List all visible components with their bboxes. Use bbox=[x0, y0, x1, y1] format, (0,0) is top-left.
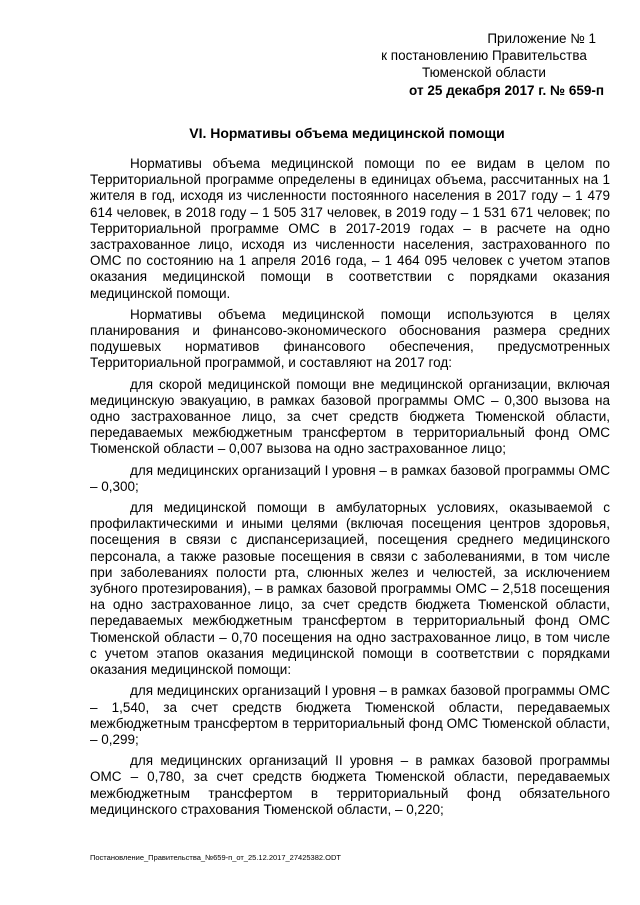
appendix-number: Приложение № 1 bbox=[487, 31, 596, 46]
appendix-header bbox=[364, 30, 604, 99]
appendix-reference-line2: Тюменской области bbox=[422, 65, 546, 80]
paragraph: для медицинских организаций I уровня – в рамках базовой программы ОМС – 0,300; bbox=[90, 462, 610, 494]
paragraph: для медицинских организаций I уровня – в рамках базовой программы ОМС – 1,540, за счет средств бюджета Тюменской области, передаваемых межбюджетным трансфертом в территориальный фонд ОМС Тюменской области, – 0,299; bbox=[90, 683, 610, 747]
paragraph: для скорой медицинской помощи вне медицинской организации, включая медицинскую эвакуацию, в рамках базовой программы ОМС – 0,300 вызова на одно застрахованное лицо, за счет средств бюджета Тюменской области, передаваемых межбюджетным трансфертом в территориальный фонд ОМС Тюменской области – 0,007 вызова на одно застрахованное лицо; bbox=[90, 376, 610, 457]
footer-filename: Постановление_Правительства_№659-п_от_25.12.2017_27425382.ODT bbox=[90, 853, 341, 862]
paragraph: для медицинской помощи в амбулаторных условиях, оказываемой с профилактическими и иными целями (включая посещения центров здоровья, посещения в связи с диспансеризацией, посещения среднего медицинского персонала, а также разовые посещения в связи с заболеваниями, в том числе при заболеваниях полости рта, слюнных желез и челюстей, за исключением зубного протезирования), – в рамках базовой программы ОМС – 2,518 посещения на одно застрахованное лицо, за счет средств бюджета Тюменской области, передаваемых межбюджетным трансфертом в территориальный фонд ОМС Тюменской области – 0,70 посещения на одно застрахованное лицо, в том числе с учетом этапов оказания медицинской помощи в соответствии с порядками оказания медицинской помощи: bbox=[90, 500, 610, 678]
section-title: VI. Нормативы объема медицинской помощи bbox=[189, 125, 505, 141]
appendix-reference-line1: к постановлению Правительства bbox=[381, 48, 587, 63]
paragraph: Нормативы объема медицинской помощи по ее видам в целом по Территориальной программе определены в единицах объема, рассчитанных на 1 жителя в год, исходя из численности постоянного населения в 2017 году – 1 479 614 человек, в 2018 году – 1 505 317 человек, в 2019 году – 1 531 671 человек; по Территориальной программе ОМС в 2017-2019 годах – в расчете на одно застрахованное лицо, исходя из численности населения, застрахованного по ОМС по состоянию на 1 апреля 2016 года, – 1 464 095 человек с учетом этапов оказания медицинской помощи в соответствии с порядками оказания медицинской помощи. bbox=[90, 156, 610, 301]
body-text bbox=[90, 156, 610, 823]
decree-reference: от 25 декабря 2017 г. № 659-п bbox=[409, 83, 604, 98]
paragraph: Нормативы объема медицинской помощи используются в целях планирования и финансово-экономического обоснования размера средних подушевых нормативов финансового обеспечения, предусмотренных Территориальной программой, и составляют на 2017 год: bbox=[90, 306, 610, 371]
paragraph: для медицинских организаций II уровня – в рамках базовой программы ОМС – 0,780, за счет средств бюджета Тюменской области, передаваемых межбюджетным трансфертом в территориальный фонд обязательного медицинского страхования Тюменской области, – 0,220; bbox=[90, 753, 610, 817]
